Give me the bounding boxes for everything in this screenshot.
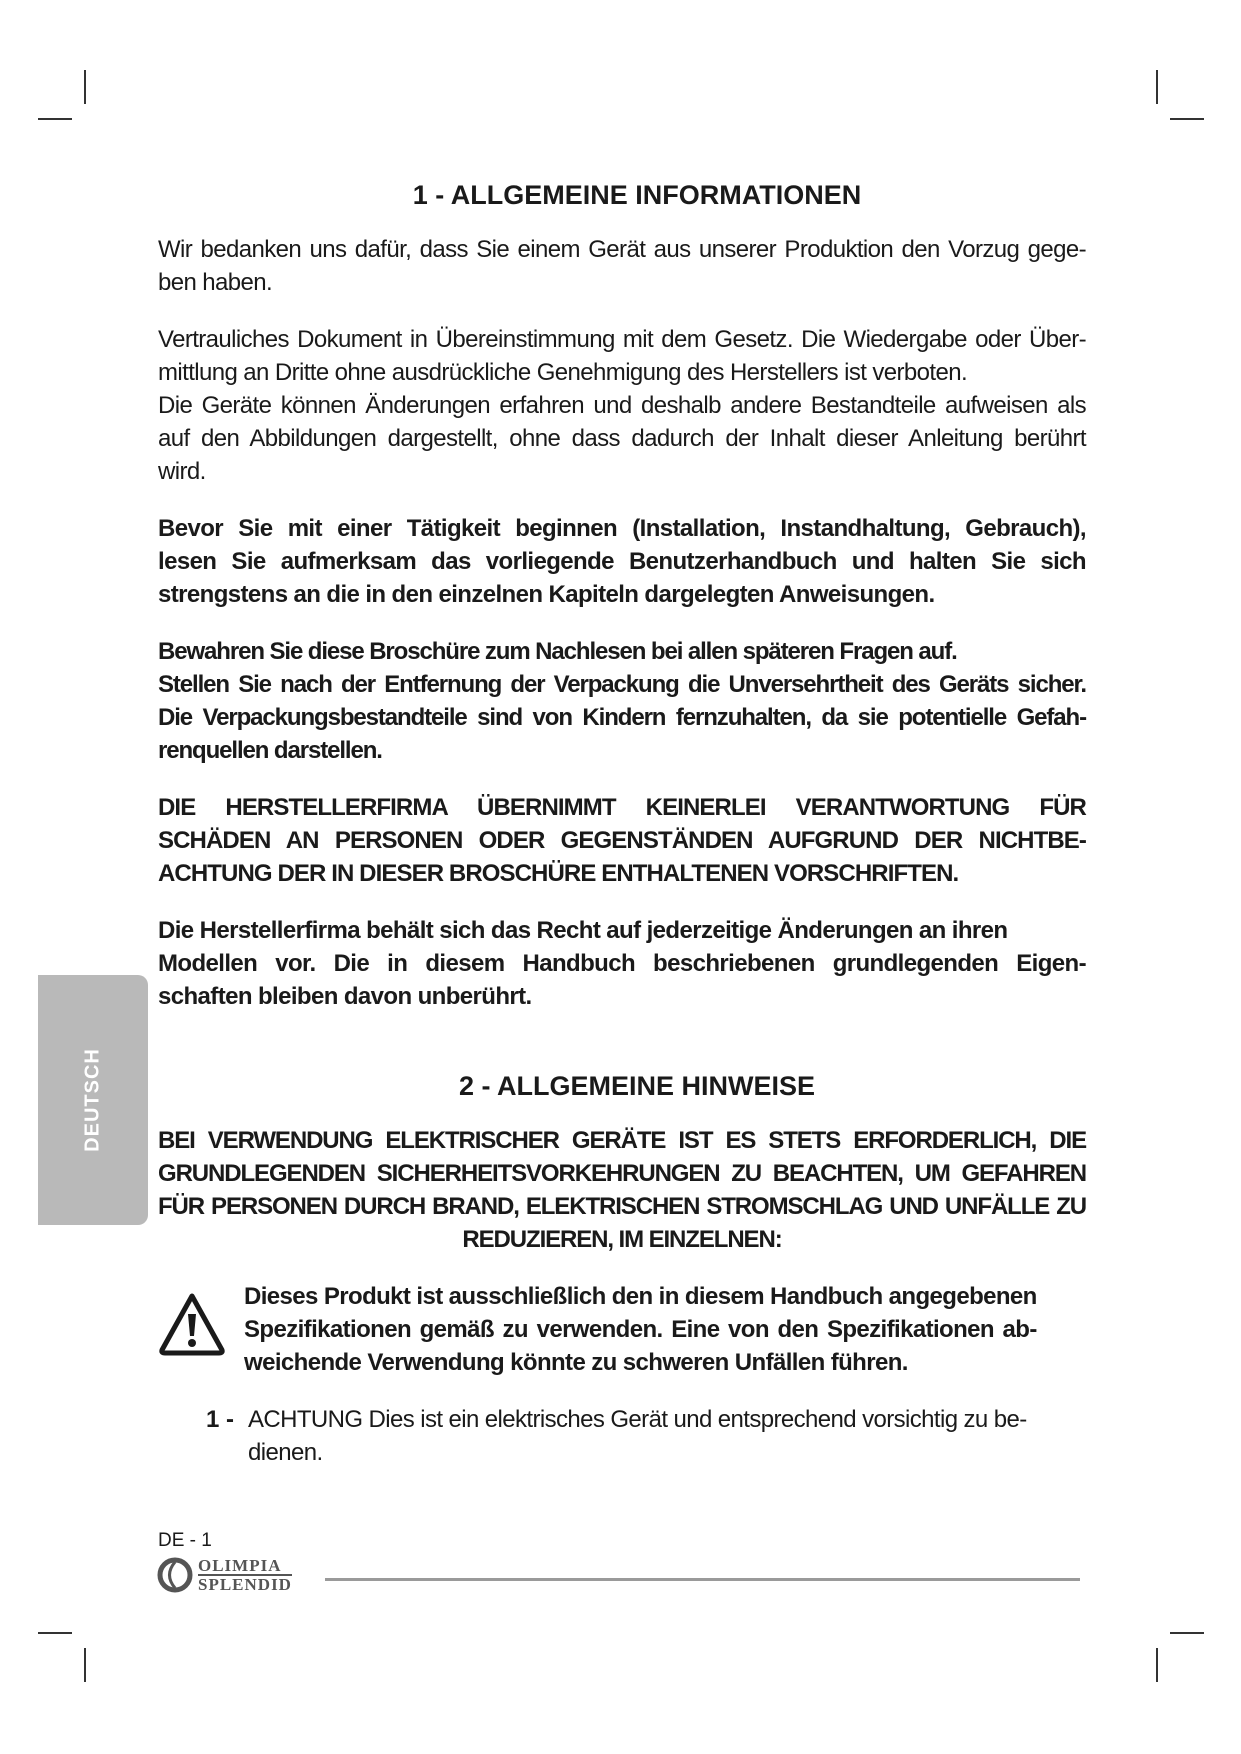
crop-mark xyxy=(1156,1648,1158,1682)
text-line: FÜR PERSONEN DURCH BRAND, ELEKTRISCHEN STROMSCHLAG UND UNFÄLLE ZU xyxy=(158,1193,1086,1220)
text-line: Bewahren Sie diese Broschüre zum Nachlesen bei allen späteren Fragen auf. xyxy=(158,638,957,665)
text-line: weichende Verwendung könnte zu schweren Unfällen führen. xyxy=(244,1349,908,1376)
text-line: Vertrauliches Dokument in Übereinstimmung mit dem Gesetz. Die Wiedergabe oder Über- xyxy=(158,326,1086,353)
text-line: Modellen vor. Die in diesem Handbuch beschriebenen grundlegenden Eigen- xyxy=(158,950,1086,977)
list-item-number: 1 - xyxy=(206,1406,235,1433)
text-line: Bevor Sie mit einer Tätigkeit beginnen (Installation, Instandhaltung, Gebrauch), xyxy=(158,515,1086,542)
section-1-title: 1 - ALLGEMEINE INFORMATIONEN xyxy=(412,180,862,210)
crop-mark xyxy=(84,1648,86,1682)
text-line: Die Geräte können Änderungen erfahren und deshalb andere Bestandteile aufweisen als xyxy=(158,392,1086,419)
text-line: wird. xyxy=(158,458,206,485)
text-line: ACHTUNG DER IN DIESER BROSCHÜRE ENTHALTENEN VORSCHRIFTEN. xyxy=(158,860,959,887)
section-2-paragraph-1 xyxy=(158,1124,1086,1256)
text-line: GRUNDLEGENDEN SICHERHEITSVORKEHRUNGEN ZU BEACHTEN, UM GEFAHREN xyxy=(158,1160,1086,1187)
text-line: dienen. xyxy=(248,1439,323,1466)
text-line: lesen Sie aufmerksam das vorliegende Benutzerhandbuch und halten Sie sich xyxy=(158,548,1086,575)
crop-mark xyxy=(38,1632,72,1634)
page-number: DE - 1 xyxy=(158,1530,212,1551)
section-1-paragraph-3 xyxy=(158,512,1086,611)
brand-logo xyxy=(156,1556,292,1594)
text-line: auf den Abbildungen dargestellt, ohne dass dadurch der Inhalt dieser Anleitung berührt xyxy=(158,425,1086,452)
list-item xyxy=(206,1403,1086,1469)
text-line: SCHÄDEN AN PERSONEN ODER GEGENSTÄNDEN AUFGRUND DER NICHTBE- xyxy=(158,827,1086,854)
text-line: REDUZIEREN, IM EINZELNEN: xyxy=(462,1226,782,1253)
section-1-paragraph-2 xyxy=(158,323,1086,488)
text-line: BEI VERWENDUNG ELEKTRISCHER GERÄTE IST ES STETS ERFORDERLICH, DIE xyxy=(158,1127,1086,1154)
section-2-title: 2 - ALLGEMEINE HINWEISE xyxy=(458,1071,816,1101)
section-1-paragraph-1 xyxy=(158,233,1086,299)
page-content xyxy=(158,180,1086,1469)
logo-wordmark xyxy=(198,1557,292,1593)
text-line: schaften bleiben davon unberührt. xyxy=(158,983,532,1010)
crop-mark xyxy=(38,118,72,120)
crop-mark xyxy=(1170,118,1204,120)
olimpia-splendid-logo-icon xyxy=(156,1556,194,1594)
warning-block xyxy=(158,1280,1086,1379)
crop-mark xyxy=(1156,70,1158,104)
text-line: ben haben. xyxy=(158,269,273,296)
text-line: strengstens an die in den einzelnen Kapiteln dargelegten Anweisungen. xyxy=(158,581,935,608)
text-line: ACHTUNG Dies ist ein elektrisches Gerät und entsprechend vorsichtig zu be- xyxy=(248,1406,1027,1433)
text-line: Die Verpackungsbestandteile sind von Kindern fernzuhalten, da sie potentielle Gefah- xyxy=(158,704,1086,731)
footer-rule xyxy=(325,1578,1080,1581)
text-line: Stellen Sie nach der Entfernung der Verpackung die Unversehrtheit des Geräts sicher. xyxy=(158,671,1086,698)
language-tab xyxy=(38,975,148,1225)
language-tab-label: DEUTSCH xyxy=(81,1048,104,1152)
text-line: renquellen darstellen. xyxy=(158,737,382,764)
section-1-paragraph-6 xyxy=(158,914,1086,1013)
section-1-disclaimer xyxy=(158,791,1086,890)
crop-mark xyxy=(84,70,86,104)
text-line: mittlung an Dritte ohne ausdrückliche Genehmigung des Herstellers ist verboten. xyxy=(158,359,968,386)
crop-mark xyxy=(1170,1632,1204,1634)
text-line: DIE HERSTELLERFIRMA ÜBERNIMMT KEINERLEI VERANTWORTUNG FÜR xyxy=(158,794,1086,821)
logo-line-2: SPLENDID xyxy=(198,1575,292,1594)
warning-triangle-icon xyxy=(158,1292,226,1356)
text-line: Die Herstellerfirma behält sich das Recht auf jederzeitige Änderungen an ihren xyxy=(158,917,1008,944)
warning-text xyxy=(244,1280,1037,1379)
logo-line-1: OLIMPIA xyxy=(198,1557,292,1576)
text-line: Spezifikationen gemäß zu verwenden. Eine von den Spezifikationen ab- xyxy=(244,1316,1037,1343)
text-line: Dieses Produkt ist ausschließlich den in diesem Handbuch angegebenen xyxy=(244,1283,1037,1310)
list-item-text xyxy=(248,1403,1027,1469)
section-1-paragraph-4 xyxy=(158,635,1086,767)
text-line: Wir bedanken uns dafür, dass Sie einem Gerät aus unserer Produktion den Vorzug gege- xyxy=(158,236,1086,263)
